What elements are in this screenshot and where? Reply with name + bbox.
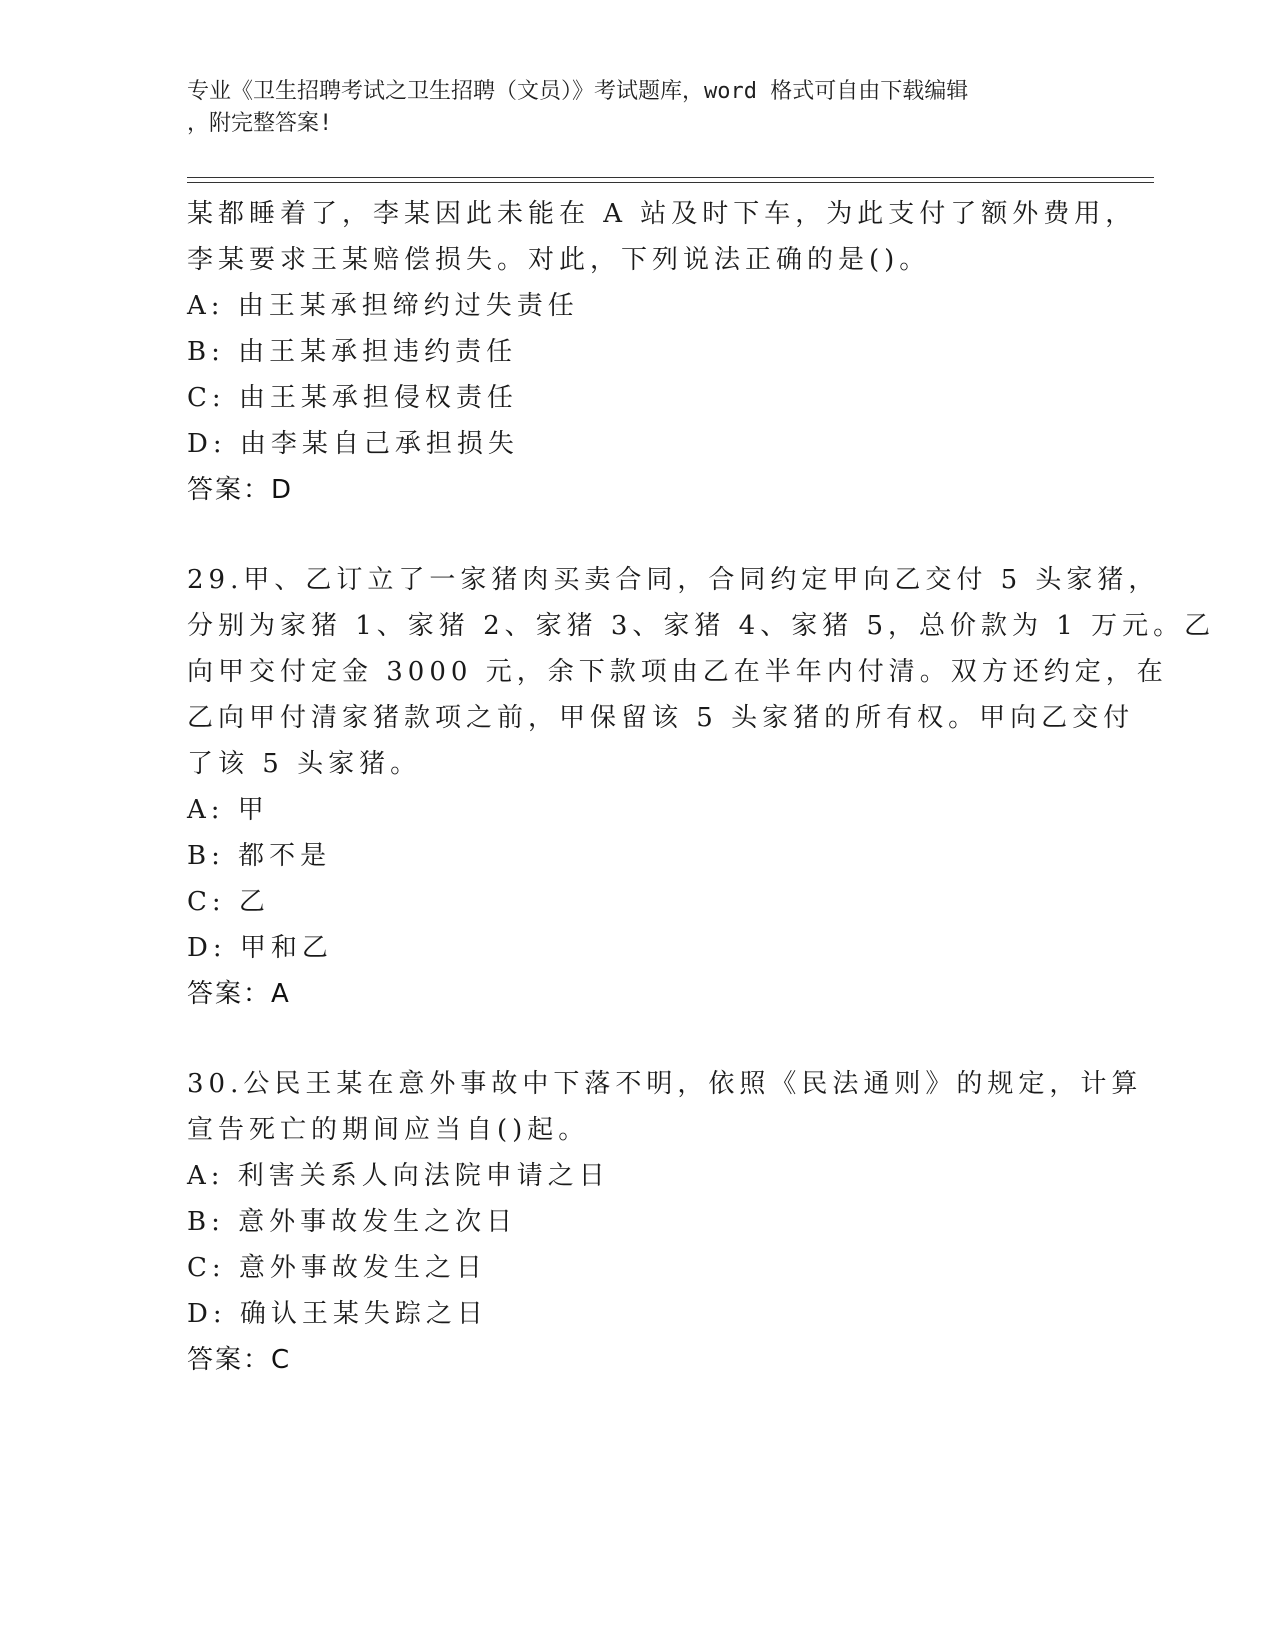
header-divider-bottom (187, 182, 1154, 183)
header-title-line-1: 专业《卫生招聘考试之卫生招聘（文员）》考试题库，word 格式可自由下载编辑 (187, 79, 969, 104)
question-30 (187, 1061, 1143, 1383)
spacer (187, 513, 1087, 557)
option-b: B: 由王某承担违约责任 (187, 337, 518, 367)
question-text-line: 宣告死亡的期间应当自()起。 (187, 1115, 590, 1145)
option-c: C: 意外事故发生之日 (187, 1253, 487, 1283)
option-c: C: 由王某承担侵权责任 (187, 383, 518, 413)
option-a: A: 由王某承担缔约过失责任 (187, 291, 579, 321)
question-text-line: 了该 5 头家猪。 (187, 749, 422, 779)
option-a: A: 甲 (187, 795, 269, 825)
question-29 (187, 557, 1216, 1017)
option-b: B: 都不是 (187, 841, 332, 871)
option-c: C: 乙 (187, 887, 270, 917)
question-text-line: 某都睡着了，李某因此未能在 A 站及时下车，为此支付了额外费用， (187, 199, 1137, 229)
spacer (187, 1017, 1087, 1061)
answer-label: 答案：A (187, 979, 291, 1009)
question-text-line: 29.甲、乙订立了一家猪肉买卖合同，合同约定甲向乙交付 5 头家猪， (187, 565, 1160, 595)
option-d: D: 确认王某失踪之日 (187, 1299, 488, 1329)
option-b: B: 意外事故发生之次日 (187, 1207, 518, 1237)
option-d: D: 甲和乙 (187, 933, 333, 963)
question-text-line: 向甲交付定金 3000 元，余下款项由乙在半年内付清。双方还约定，在 (187, 657, 1168, 687)
question-text-line: 李某要求王某赔偿损失。对此，下列说法正确的是()。 (187, 245, 931, 275)
option-d: D: 由李某自己承担损失 (187, 429, 519, 459)
answer-label: 答案：C (187, 1345, 292, 1375)
answer-label: 答案：D (187, 475, 294, 505)
document-header (187, 76, 1067, 140)
header-divider-top (187, 177, 1154, 178)
question-content (187, 191, 1216, 1383)
question-text-line: 乙向甲付清家猪款项之前，甲保留该 5 头家猪的所有权。甲向乙交付 (187, 703, 1135, 733)
question-28 (187, 191, 1137, 513)
header-title-line-2: ，附完整答案! (187, 111, 333, 136)
question-text-line: 分别为家猪 1、家猪 2、家猪 3、家猪 4、家猪 5，总价款为 1 万元。乙 (187, 611, 1216, 641)
option-a: A: 利害关系人向法院申请之日 (187, 1161, 610, 1191)
question-text-line: 30.公民王某在意外事故中下落不明，依照《民法通则》的规定，计算 (187, 1069, 1143, 1099)
